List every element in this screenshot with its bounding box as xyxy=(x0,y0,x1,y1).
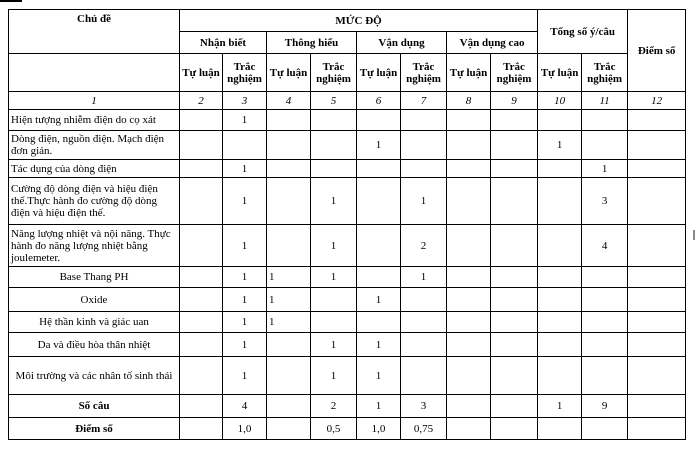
summary-cell xyxy=(180,418,223,440)
row-cell: 1 xyxy=(223,288,267,312)
row-cell xyxy=(311,288,357,312)
summary-cell: 1 xyxy=(357,395,401,418)
row-cell: 1 xyxy=(267,288,311,312)
row-cell xyxy=(538,267,582,288)
row-cell: 1 xyxy=(223,312,267,333)
summary-cell xyxy=(628,418,686,440)
row-cell xyxy=(180,267,223,288)
subheader-essay: Tự luận xyxy=(267,54,311,92)
row-cell xyxy=(628,225,686,267)
table-row xyxy=(9,225,686,267)
row-cell xyxy=(447,357,491,395)
table-row xyxy=(9,357,686,395)
row-cell xyxy=(491,333,538,357)
header-level: MỨC ĐỘ xyxy=(180,10,538,32)
row-cell: 1 xyxy=(401,267,447,288)
row-cell xyxy=(223,131,267,160)
row-cell: 2 xyxy=(401,225,447,267)
column-number: 6 xyxy=(357,92,401,110)
row-cell xyxy=(267,131,311,160)
column-number: 10 xyxy=(538,92,582,110)
column-number: 12 xyxy=(628,92,686,110)
row-cell xyxy=(447,267,491,288)
summary-cell xyxy=(180,395,223,418)
row-cell xyxy=(357,178,401,225)
row-cell xyxy=(267,225,311,267)
row-topic: Năng lượng nhiệt và nội năng. Thực hành đo năng lượng nhiệt bằng joulemeter. xyxy=(9,225,180,267)
row-cell xyxy=(447,131,491,160)
row-cell xyxy=(357,312,401,333)
summary-cell xyxy=(267,418,311,440)
header-topic-spacer xyxy=(9,54,180,92)
row-cell xyxy=(628,178,686,225)
row-cell xyxy=(491,110,538,131)
column-number: 3 xyxy=(223,92,267,110)
header-topic: Chủ đề xyxy=(9,10,180,54)
summary-cell: 2 xyxy=(311,395,357,418)
row-cell xyxy=(538,357,582,395)
row-cell xyxy=(401,288,447,312)
row-cell xyxy=(401,110,447,131)
row-cell xyxy=(180,312,223,333)
row-topic: Môi trường và các nhân tố sinh thái xyxy=(9,357,180,395)
row-cell xyxy=(491,178,538,225)
table-row xyxy=(9,131,686,160)
assessment-matrix-table xyxy=(8,9,686,440)
row-cell: 1 xyxy=(357,288,401,312)
header-understanding: Thông hiểu xyxy=(267,32,357,54)
row-cell xyxy=(180,288,223,312)
row-cell xyxy=(538,160,582,178)
row-cell xyxy=(401,333,447,357)
summary-row xyxy=(9,418,686,440)
header-application: Vận dụng xyxy=(357,32,447,54)
row-cell: 1 xyxy=(582,160,628,178)
subheader-essay: Tự luận xyxy=(538,54,582,92)
row-cell: 1 xyxy=(223,357,267,395)
row-topic: Da và điều hòa thân nhiệt xyxy=(9,333,180,357)
row-cell xyxy=(491,160,538,178)
row-cell xyxy=(267,110,311,131)
row-cell xyxy=(267,178,311,225)
summary-cell xyxy=(582,418,628,440)
row-cell xyxy=(267,357,311,395)
table-row xyxy=(9,312,686,333)
row-cell xyxy=(628,110,686,131)
right-edge-mark xyxy=(693,230,695,240)
row-topic: Base Thang PH xyxy=(9,267,180,288)
row-cell: 1 xyxy=(357,357,401,395)
row-cell: 1 xyxy=(223,110,267,131)
summary-cell xyxy=(491,395,538,418)
row-cell xyxy=(628,288,686,312)
row-cell xyxy=(628,160,686,178)
row-cell xyxy=(447,333,491,357)
row-cell: 1 xyxy=(223,333,267,357)
summary-label: Số câu xyxy=(9,395,180,418)
row-topic: Dòng điện, nguồn điện. Mạch điện đơn giản. xyxy=(9,131,180,160)
summary-cell: 9 xyxy=(582,395,628,418)
row-cell xyxy=(628,312,686,333)
row-cell: 1 xyxy=(311,357,357,395)
row-cell xyxy=(538,333,582,357)
row-cell: 1 xyxy=(223,225,267,267)
column-number: 1 xyxy=(9,92,180,110)
row-topic: Hệ thần kinh và giác uan xyxy=(9,312,180,333)
summary-cell xyxy=(447,395,491,418)
row-cell xyxy=(538,288,582,312)
row-cell xyxy=(491,312,538,333)
row-cell xyxy=(180,333,223,357)
subheader-mcq: Trắc nghiệm xyxy=(223,54,267,92)
row-cell xyxy=(491,267,538,288)
row-cell xyxy=(628,267,686,288)
summary-cell: 0,75 xyxy=(401,418,447,440)
row-cell xyxy=(267,160,311,178)
column-number: 8 xyxy=(447,92,491,110)
row-cell xyxy=(447,288,491,312)
row-cell xyxy=(311,131,357,160)
row-topic: Tác dụng của dòng điện xyxy=(9,160,180,178)
row-cell xyxy=(311,160,357,178)
column-number: 2 xyxy=(180,92,223,110)
row-topic: Oxide xyxy=(9,288,180,312)
row-cell xyxy=(357,267,401,288)
summary-cell: 1 xyxy=(538,395,582,418)
summary-cell: 0,5 xyxy=(311,418,357,440)
row-cell: 1 xyxy=(357,333,401,357)
header-high-application: Vận dụng cao xyxy=(447,32,538,54)
row-cell xyxy=(357,225,401,267)
row-cell: 1 xyxy=(311,225,357,267)
row-cell xyxy=(628,357,686,395)
row-cell xyxy=(180,160,223,178)
row-cell xyxy=(628,131,686,160)
row-cell xyxy=(447,312,491,333)
row-cell xyxy=(311,110,357,131)
row-cell xyxy=(180,178,223,225)
subheader-essay: Tự luận xyxy=(357,54,401,92)
row-topic: Cường độ dòng điện và hiệu điện thế.Thực hành đo cường độ dòng điện và hiệu điện thế. xyxy=(9,178,180,225)
row-cell xyxy=(582,333,628,357)
row-cell xyxy=(628,333,686,357)
summary-cell: 3 xyxy=(401,395,447,418)
top-edge-mark xyxy=(0,0,697,4)
row-cell xyxy=(582,110,628,131)
row-cell: 1 xyxy=(311,267,357,288)
row-cell: 1 xyxy=(223,178,267,225)
row-cell: 1 xyxy=(267,267,311,288)
summary-cell: 4 xyxy=(223,395,267,418)
subheader-mcq: Trắc nghiệm xyxy=(582,54,628,92)
row-cell xyxy=(180,357,223,395)
row-cell xyxy=(180,131,223,160)
row-cell xyxy=(582,288,628,312)
row-cell xyxy=(538,178,582,225)
subheader-essay: Tự luận xyxy=(447,54,491,92)
row-cell xyxy=(447,110,491,131)
row-cell xyxy=(582,357,628,395)
table-row xyxy=(9,288,686,312)
row-cell xyxy=(357,160,401,178)
row-cell xyxy=(180,225,223,267)
row-cell xyxy=(582,267,628,288)
table-row xyxy=(9,267,686,288)
row-cell: 1 xyxy=(223,267,267,288)
row-cell xyxy=(491,131,538,160)
row-cell xyxy=(538,312,582,333)
row-topic: Hiện tượng nhiễm điện do cọ xát xyxy=(9,110,180,131)
summary-cell: 1,0 xyxy=(223,418,267,440)
row-cell: 1 xyxy=(311,178,357,225)
table-row xyxy=(9,160,686,178)
header-score: Điểm số xyxy=(628,10,686,92)
row-cell xyxy=(180,110,223,131)
summary-label: Điểm số xyxy=(9,418,180,440)
row-cell xyxy=(538,110,582,131)
column-number: 11 xyxy=(582,92,628,110)
column-number: 4 xyxy=(267,92,311,110)
table-row xyxy=(9,110,686,131)
row-cell: 1 xyxy=(311,333,357,357)
row-cell xyxy=(447,160,491,178)
row-cell: 1 xyxy=(357,131,401,160)
row-cell: 1 xyxy=(223,160,267,178)
row-cell xyxy=(357,110,401,131)
summary-cell xyxy=(267,395,311,418)
row-cell xyxy=(582,131,628,160)
row-cell xyxy=(491,288,538,312)
table-row xyxy=(9,178,686,225)
column-number: 7 xyxy=(401,92,447,110)
row-cell xyxy=(447,225,491,267)
row-cell: 1 xyxy=(401,178,447,225)
row-cell xyxy=(447,178,491,225)
subheader-mcq: Trắc nghiệm xyxy=(401,54,447,92)
row-cell xyxy=(311,312,357,333)
row-cell xyxy=(267,333,311,357)
table-row xyxy=(9,333,686,357)
row-cell xyxy=(401,357,447,395)
summary-cell xyxy=(628,395,686,418)
header-total: Tổng số ý/câu xyxy=(538,10,628,54)
summary-row xyxy=(9,395,686,418)
row-cell xyxy=(491,357,538,395)
subheader-essay: Tự luận xyxy=(180,54,223,92)
summary-cell xyxy=(491,418,538,440)
row-cell xyxy=(401,131,447,160)
row-cell: 4 xyxy=(582,225,628,267)
column-number: 5 xyxy=(311,92,357,110)
subheader-mcq: Trắc nghiệm xyxy=(491,54,538,92)
summary-cell xyxy=(447,418,491,440)
summary-cell: 1,0 xyxy=(357,418,401,440)
row-cell xyxy=(582,312,628,333)
row-cell xyxy=(538,225,582,267)
header-recognition: Nhận biết xyxy=(180,32,267,54)
summary-cell xyxy=(538,418,582,440)
row-cell xyxy=(491,225,538,267)
column-number: 9 xyxy=(491,92,538,110)
row-cell: 3 xyxy=(582,178,628,225)
subheader-mcq: Trắc nghiệm xyxy=(311,54,357,92)
row-cell: 1 xyxy=(267,312,311,333)
row-cell: 1 xyxy=(538,131,582,160)
row-cell xyxy=(401,312,447,333)
row-cell xyxy=(401,160,447,178)
